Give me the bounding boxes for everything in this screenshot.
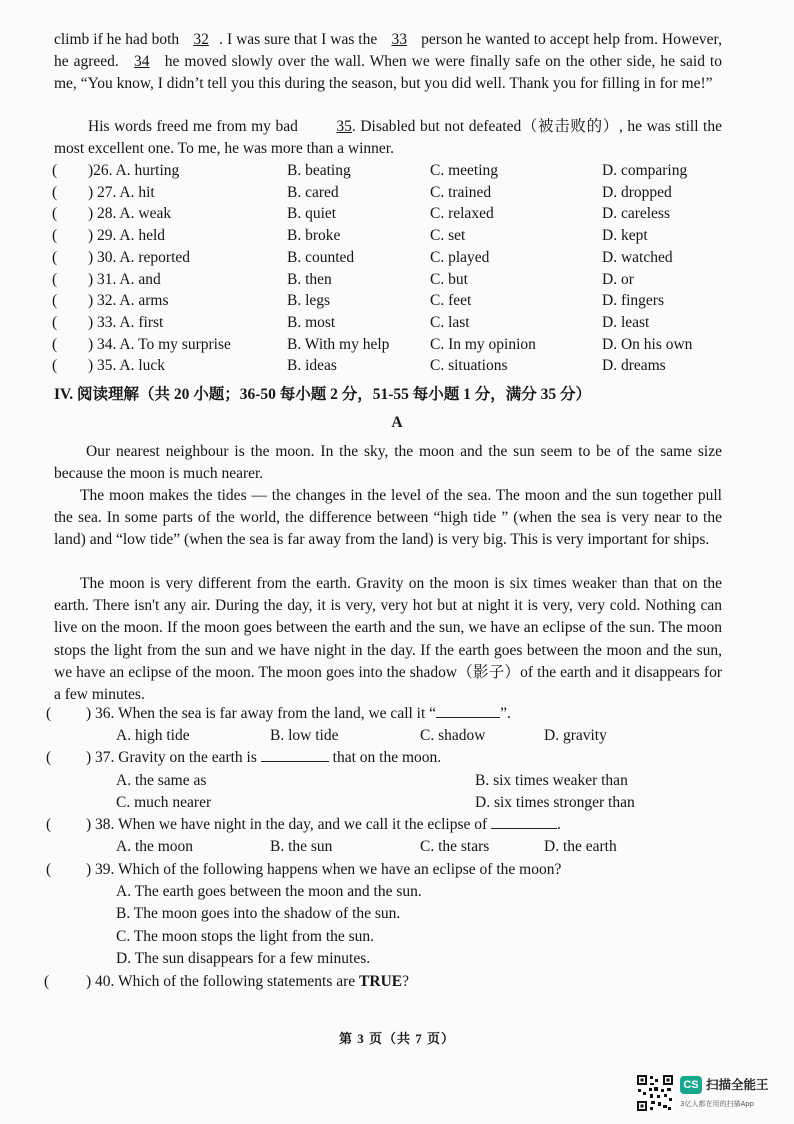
q39-paren: ( <box>46 861 52 878</box>
option-a: ) 31. A. and <box>88 270 161 288</box>
answer-paren: ( <box>52 205 58 223</box>
cloze-option-row <box>0 203 794 225</box>
answer-paren: ( <box>52 270 58 288</box>
option-a: ) 30. A. reported <box>88 248 191 266</box>
option-a: ) 33. A. first <box>88 313 164 331</box>
cloze-option-row <box>0 269 794 291</box>
q36-option-a: A. high tide <box>116 727 190 744</box>
cloze-option-row <box>0 247 794 269</box>
cloze-paragraph-2: His words freed me from my bad 35. Disabled but not defeated（被击败的）, he was still the most excellent one. To me, he was more than a winner. <box>54 118 722 158</box>
passage-paragraph-2: The moon makes the tides — the changes in the level of the sea. The moon and the sun together pull the sea. In some parts of the world, the difference between “high tide ” (when the sea is very near to the land) and “low tide” (when the sea is far away from the land) is very big. This is very important for ships. <box>54 487 722 549</box>
scanner-watermark <box>636 1074 786 1114</box>
q37-option-d: D. six times stronger than <box>475 794 635 811</box>
q36-stem: ) 36. When the sea is far away from the land, we call it “ ”. <box>86 705 511 722</box>
option-d: D. watched <box>602 248 673 266</box>
q37-stem: ) 37. Gravity on the earth is that on the moon. <box>86 749 442 766</box>
option-a: ) 27. A. hit <box>88 183 155 201</box>
option-d: D. On his own <box>602 335 693 353</box>
option-b: B. cared <box>287 183 339 201</box>
option-c: C. trained <box>430 183 492 201</box>
passage-paragraph-3: The moon is very different from the earth. Gravity on the moon is six times weaker than that on the earth. There isn't any air. During the day, it is very, very hot but at night it is very, very cold. Nothing can live on the moon. If the moon goes between the earth and the sun, we have an eclipse of the sun. The moon stops the light from the sun and we have night in the day. If the earth goes between the moon and the sun, we have an eclipse of the moon. The moon goes into the shadow（影子）of the earth and it disappears for a few minutes. <box>54 575 722 704</box>
q38-stem: ) 38. When we have night in the day, and we call it the eclipse of . <box>86 816 561 833</box>
q36-option-d: D. gravity <box>544 727 607 744</box>
q39-option-b: B. The moon goes into the shadow of the sun. <box>116 905 401 922</box>
cloze-option-row <box>0 355 794 377</box>
page-footer: 第 3 页（共 7 页） <box>338 1031 455 1046</box>
answer-paren: ( <box>52 357 58 375</box>
cloze-option-row <box>0 160 794 182</box>
q40-stem: ) 40. Which of the following statements are TRUE? <box>86 973 410 990</box>
q37-paren: ( <box>46 749 52 766</box>
passage-paragraph-1: Our nearest neighbour is the moon. In the sky, the moon and the sun seem to be of the same size because the moon is much nearer. <box>54 443 722 483</box>
option-b: B. counted <box>287 248 355 266</box>
option-d: D. comparing <box>602 162 688 179</box>
cloze-paragraph-1: climb if he had both 32 . I was sure that I was the 33 person he wanted to accept help from. However, he agreed. 34 he moved slowly over the wall. When we were finally safe on the other side, he said to me, “You know, I didn’t tell you this during the season, but you did well. Thank you for filling in for me!” <box>54 31 722 93</box>
q38-option-d: D. the earth <box>544 838 617 855</box>
q37-option-a: A. the same as <box>116 772 207 789</box>
passage-letter: A <box>391 414 403 431</box>
q37-option-b: B. six times weaker than <box>475 772 628 789</box>
option-d: D. least <box>602 313 650 331</box>
option-c: C. In my opinion <box>430 335 536 353</box>
section-title: IV. 阅读理解（共 20 小题；36-50 每小题 2 分，51-55 每小题 1 分，满分 35 分） <box>54 386 592 403</box>
answer-paren: ( <box>52 292 58 310</box>
option-d: D. dropped <box>602 183 672 201</box>
q38-option-c: C. the stars <box>420 838 490 855</box>
blank-32: 32 <box>193 31 209 48</box>
q39-stem: ) 39. Which of the following happens when we have an eclipse of the moon? <box>86 861 562 878</box>
blank-33: 33 <box>391 31 407 48</box>
cloze-option-row <box>0 334 794 356</box>
option-b: B. quiet <box>287 205 337 223</box>
cloze-option-row <box>0 225 794 247</box>
qr-code-icon <box>636 1074 674 1112</box>
option-a: ) 28. A. weak <box>88 205 172 223</box>
answer-paren: ( <box>52 162 58 179</box>
q39-option-c: C. The moon stops the light from the sun. <box>116 928 375 945</box>
cloze-option-row <box>0 182 794 204</box>
answer-paren: ( <box>52 248 58 266</box>
option-b: B. most <box>287 313 336 331</box>
q37-option-c: C. much nearer <box>116 794 212 811</box>
option-b: B. legs <box>287 292 331 310</box>
answer-paren: ( <box>52 227 58 245</box>
option-b: B. beating <box>287 162 351 179</box>
option-a: ) 29. A. held <box>88 227 166 245</box>
option-c: C. last <box>430 313 470 331</box>
option-a: ) 35. A. luck <box>88 357 166 375</box>
option-b: B. With my help <box>287 335 390 353</box>
option-b: B. then <box>287 270 332 288</box>
option-b: B. ideas <box>287 357 337 375</box>
option-d: D. fingers <box>602 292 664 310</box>
cloze-option-row <box>0 312 794 334</box>
option-c: C. meeting <box>430 162 499 179</box>
option-b: B. broke <box>287 227 341 245</box>
answer-paren: ( <box>52 313 58 331</box>
option-d: D. kept <box>602 227 648 245</box>
option-a: )26. A. hurting <box>88 162 180 179</box>
option-c: C. played <box>430 248 490 266</box>
option-c: C. situations <box>430 357 508 375</box>
q39-option-a: A. The earth goes between the moon and the sun. <box>116 883 422 900</box>
option-c: C. feet <box>430 292 472 310</box>
scanner-app-name: 扫描全能王 <box>706 1077 769 1092</box>
blank-35: 35 <box>336 118 352 135</box>
q38-paren: ( <box>46 816 52 833</box>
cloze-option-row <box>0 290 794 312</box>
q36-option-b: B. low tide <box>270 727 339 744</box>
q36-paren: ( <box>46 705 52 722</box>
option-c: C. but <box>430 270 468 288</box>
option-a: ) 32. A. arms <box>88 292 169 310</box>
blank-34: 34 <box>134 53 150 71</box>
answer-paren: ( <box>52 183 58 201</box>
option-d: D. careless <box>602 205 670 223</box>
q40-paren: ( <box>44 973 50 990</box>
q38-option-a: A. the moon <box>116 838 194 855</box>
camscanner-logo: CS <box>680 1076 702 1094</box>
q39-option-d: D. The sun disappears for a few minutes. <box>116 950 371 967</box>
option-d: D. dreams <box>602 357 666 375</box>
q36-option-c: C. shadow <box>420 727 486 744</box>
scanner-tagline: 3亿人都在用的扫描App <box>680 1100 755 1108</box>
q38-option-b: B. the sun <box>270 838 333 855</box>
option-c: C. set <box>430 227 466 245</box>
answer-paren: ( <box>52 335 58 353</box>
option-d: D. or <box>602 270 634 288</box>
option-c: C. relaxed <box>430 205 494 223</box>
option-a: ) 34. A. To my surprise <box>88 335 231 353</box>
